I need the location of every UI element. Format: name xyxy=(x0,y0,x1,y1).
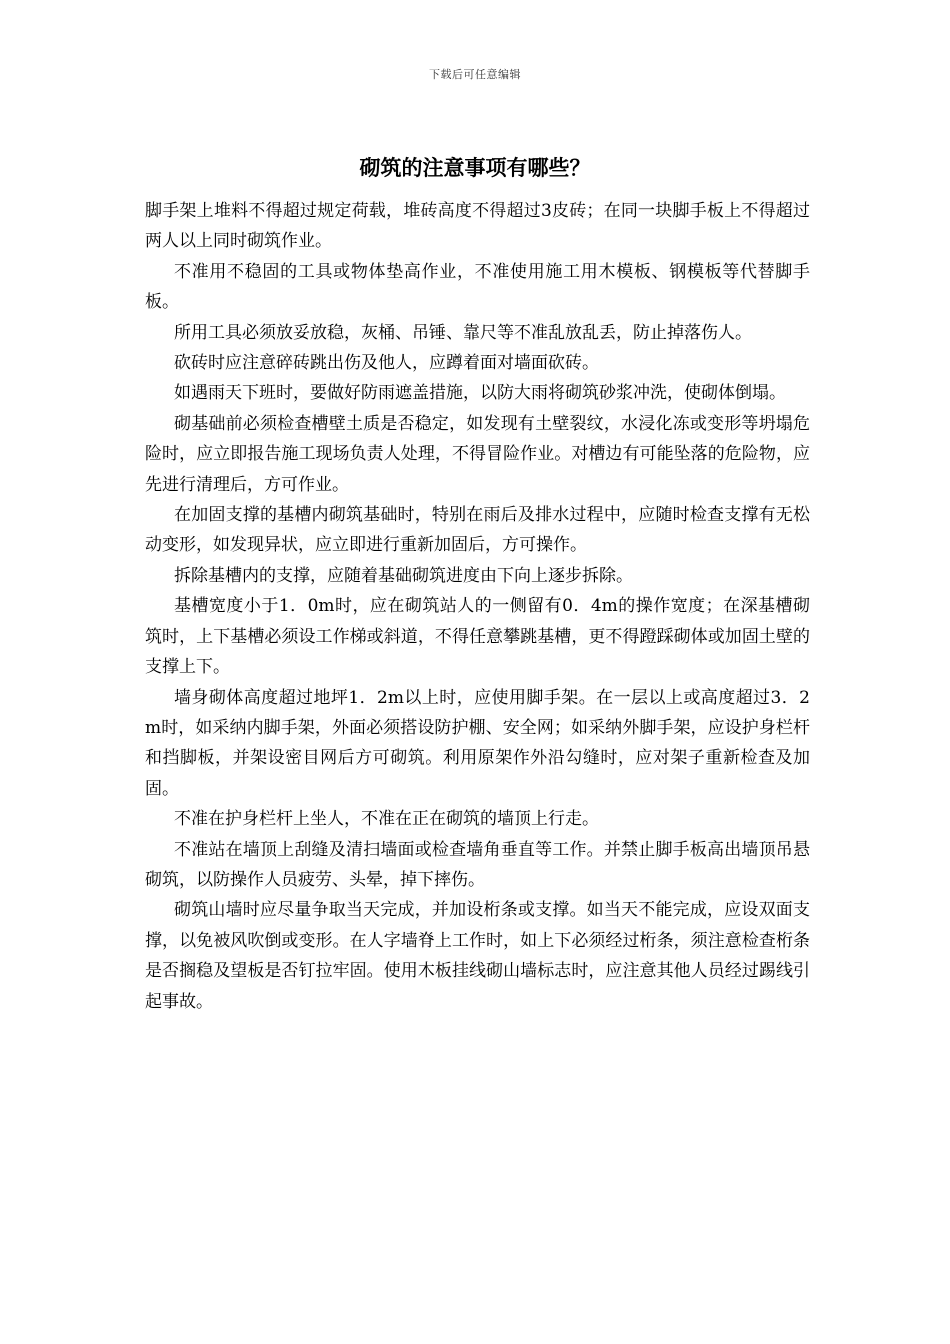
paragraph-scaffold-load: 脚手架上堆料不得超过规定荷载，堆砖高度不得超过3皮砖；在同一块脚手板上不得超过两人以上同时砌筑作业。 xyxy=(145,201,810,252)
paragraph-tools-placement: 所用工具必须放妥放稳，灰桶、吊锤、靠尺等不准乱放乱丢，防止掉落伤人。 xyxy=(174,322,752,343)
paragraph-no-standing-wall-top: 不准站在墙顶上刮缝及清扫墙面或检查墙角垂直等工作。并禁止脚手板高出墙顶吊悬砌筑，以防操作人员疲劳、头晕，掉下摔伤。 xyxy=(145,839,810,890)
paragraph-no-sitting-railing: 不准在护身栏杆上坐人，不准在正在砌筑的墙顶上行走。 xyxy=(174,809,599,830)
paragraph-rain-cover: 如遇雨天下班时，要做好防雨遮盖措施，以防大雨将砌筑砂浆冲洗，使砌体倒塌。 xyxy=(174,383,786,404)
paragraph-trench-width: 基槽宽度小于1．0m时，应在砌筑站人的一侧留有0．4m的操作宽度；在深基槽砌筑时，上下基槽必须设工作梯或斜道，不得任意攀跳基槽，更不得蹬踩砌体或加固土壁的支撑上下。 xyxy=(145,596,810,678)
paragraph-foundation-check: 砌基础前必须检查槽壁土质是否稳定，如发现有土壁裂纹，水浸化冻或变形等坍塌危险时，应立即报告施工现场负责人处理，不得冒险作业。对槽边有可能坠落的危险物，应先进行清理后，方可作业。 xyxy=(145,413,810,495)
paragraph-no-unstable-tools: 不准用不稳固的工具或物体垫高作业，不准使用施工用木模板、钢模板等代替脚手板。 xyxy=(145,261,810,313)
header-note: 下载后可任意编辑 xyxy=(429,68,521,81)
document-title: 砌筑的注意事项有哪些？ xyxy=(359,155,591,180)
paragraph-gable-wall: 砌筑山墙时应尽量争取当天完成，并加设桁条或支撑。如当天不能完成，应设双面支撑，以免被风吹倒或变形。在人字墙脊上工作时，如上下必须经过桁条，须注意检查桁条是否搁稳及望板是否钉拉牢固。使用木板挂线砌山墙标志时，应注意其他人员经过踢线引起事故。 xyxy=(145,900,810,1012)
paragraph-support-removal: 拆除基槽内的支撑，应随着基础砌筑进度由下向上逐步拆除。 xyxy=(174,565,633,586)
document-body xyxy=(145,196,810,1017)
paragraph-wall-height: 墙身砌体高度超过地坪1．2m以上时，应使用脚手架。在一层以上或高度超过3．2m时，如采纳内脚手架，外面必须搭设防护棚、安全网；如采纳外脚手架，应设护身栏杆和挡脚板，并架设密目网后方可砌筑。利用原架作外沿勾缝时，应对架子重新检查及加固。 xyxy=(145,687,810,799)
paragraph-support-check: 在加固支撑的基槽内砌筑基础时，特别在雨后及排水过程中，应随时检查支撑有无松动变形，如发现异状，应立即进行重新加固后，方可操作。 xyxy=(145,505,810,556)
paragraph-brick-cutting: 砍砖时应注意碎砖跳出伤及他人，应蹲着面对墙面砍砖。 xyxy=(174,353,599,374)
